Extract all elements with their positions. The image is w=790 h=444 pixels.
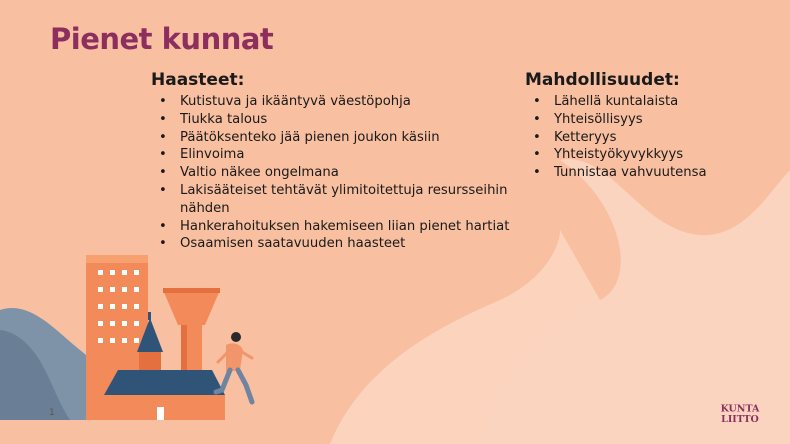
list-item: • Tiukka talous [151,111,511,129]
opportunities-list [525,93,765,182]
list-item: • Kutistuva ja ikääntyvä väestöpohja [151,93,511,111]
kuntaliitto-logo [712,402,768,424]
opportunities-section [525,70,765,182]
list-item: • Lakisääteiset tehtävät ylimitoitettuja resursseihin nähden [151,182,511,218]
list-item: • Valtio näkee ongelmana [151,164,511,182]
opportunities-heading: Mahdollisuudet: [525,70,680,90]
page-number: 1 [49,408,55,418]
challenges-heading: Haasteet: [151,70,245,90]
slide-title: Pienet kunnat [50,22,274,56]
list-item: • Yhteisöllisyys [525,111,765,129]
list-item: • Lähellä kuntalaista [525,93,765,111]
challenges-section [151,70,511,253]
list-item: • Yhteistyökyvykkyys [525,146,765,164]
list-item: • Osaamisen saatavuuden haasteet [151,235,511,253]
logo-line-2: LIITTO [721,414,759,424]
list-item: • Hankerahoituksen hakemiseen liian pienet hartiat [151,218,511,236]
challenges-list [151,93,511,253]
list-item: • Päätöksenteko jää pienen joukon käsiin [151,129,511,147]
list-item: • Elinvoima [151,146,511,164]
logo-line-1: KUNTA [720,403,760,415]
list-item: • Ketteryys [525,129,765,147]
list-item: • Tunnistaa vahvuutensa [525,164,765,182]
person-running-figure [216,332,252,402]
